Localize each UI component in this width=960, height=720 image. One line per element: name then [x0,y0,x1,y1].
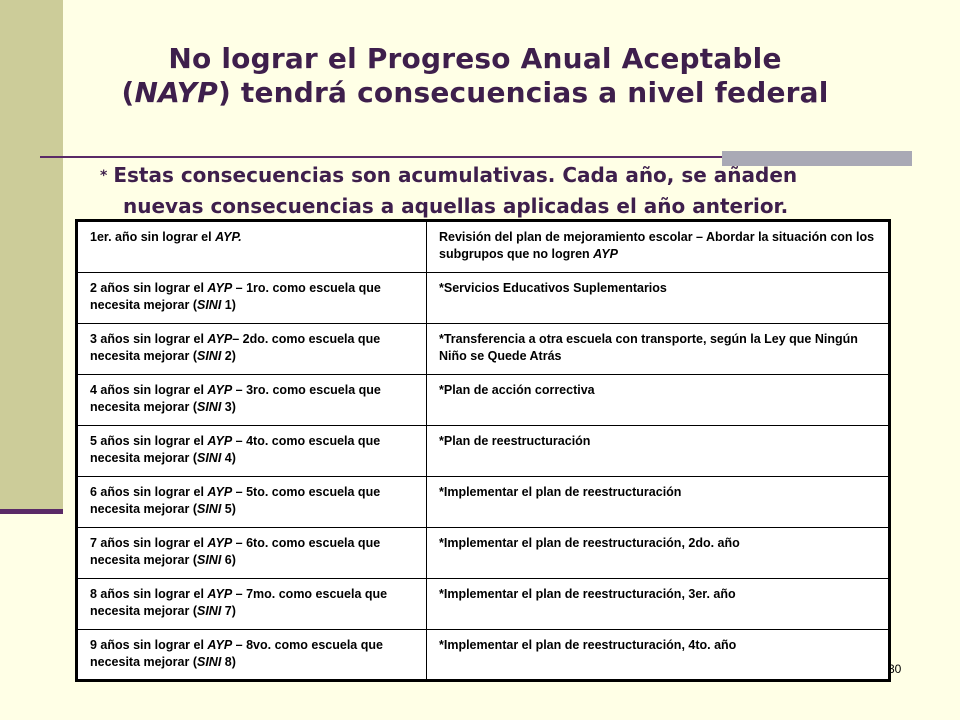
cell-text: – 8vo. como escuela que necesita mejorar ( [90,638,383,669]
cell-text: Revisión del plan de mejoramiento escolar – Abordar la situación con los subgrupos que no logren [439,230,875,261]
consequence-cell [427,324,890,375]
italic-term: AYP [207,434,233,448]
cell-text: 3) [221,400,236,414]
table-row [77,630,890,681]
cell-text: – 3ro. como escuela que necesita mejorar ( [90,383,381,414]
italic-term: AYP [207,638,233,652]
years-without-ayp-cell [77,630,427,681]
table-row [77,477,890,528]
consequence-cell [427,477,890,528]
italic-term: SINI [197,349,222,363]
table-row [77,426,890,477]
consequences-table-body [77,221,890,681]
cell-text: *Servicios Educativos Suplementarios [439,281,667,295]
cell-text: 2 años sin lograr el [90,281,208,295]
italic-term: AYP [207,332,233,346]
cell-text: – 2do. como escuela que necesita mejorar ( [90,332,381,363]
title-acronym: NAYP [134,76,218,109]
italic-term: SINI [197,451,222,465]
consequence-cell [427,579,890,630]
cell-text: 6) [221,553,236,567]
cell-text: 5) [221,502,236,516]
cell-text: 3 años sin lograr el [90,332,208,346]
note-line1: Estas consecuencias son acumulativas. Cada año, se añaden [113,163,798,187]
table-row [77,579,890,630]
italic-term: SINI [197,655,222,669]
cell-text: *Transferencia a otra escuela con transporte, según la Ley que Ningún Niño se Quede Atrás [439,332,858,363]
years-without-ayp-cell [77,324,427,375]
slide-title [70,42,880,110]
years-without-ayp-cell [77,221,427,273]
cell-text: *Implementar el plan de reestructuración, 4to. año [439,638,737,652]
consequence-cell [427,426,890,477]
cell-text: 7 años sin lograr el [90,536,208,550]
italic-term: SINI [197,400,222,414]
cell-text: *Implementar el plan de reestructuración, 3er. año [439,587,736,601]
italic-term: AYP [207,587,233,601]
cell-text: – 7mo. como escuela que necesita mejorar ( [90,587,388,618]
italic-term: AYP [593,247,618,261]
cell-text: 8) [221,655,236,669]
italic-term: SINI [197,553,222,567]
years-without-ayp-cell [77,477,427,528]
cell-text: – 1ro. como escuela que necesita mejorar ( [90,281,381,312]
consequence-cell [427,375,890,426]
table-row [77,273,890,324]
table-row [77,324,890,375]
page-number: 30 [888,662,902,676]
cell-text: *Plan de reestructuración [439,434,591,448]
consequence-cell [427,630,890,681]
cell-text: *Implementar el plan de reestructuración, 2do. año [439,536,740,550]
cell-text: 4) [221,451,236,465]
italic-term: SINI [197,604,222,618]
cell-text: 7) [221,604,236,618]
cell-text: – 5to. como escuela que necesita mejorar ( [90,485,381,516]
table-row [77,528,890,579]
cell-text: 9 años sin lograr el [90,638,208,652]
note-bullet: * [100,168,108,184]
years-without-ayp-cell [77,375,427,426]
cell-text: 4 años sin lograr el [90,383,208,397]
years-without-ayp-cell [77,426,427,477]
consequences-table [75,219,891,682]
cell-text: 1er. año sin lograr el [90,230,216,244]
cell-text: – 4to. como escuela que necesita mejorar ( [90,434,381,465]
years-without-ayp-cell [77,273,427,324]
side-decoration-underline [0,509,63,514]
cell-text: 1) [221,298,236,312]
table-row [77,221,890,273]
title-line2-rest: ) tendrá consecuencias a nivel federal [217,76,829,109]
consequence-cell [427,273,890,324]
cell-text: 2) [221,349,236,363]
italic-term: AYP [207,485,233,499]
cell-text: 5 años sin lograr el [90,434,208,448]
slide-title-line2 [70,76,880,110]
italic-term: AYP [207,536,233,550]
italic-term: AYP [207,383,233,397]
note-line2: nuevas consecuencias a aquellas aplicadas el año anterior. [123,194,789,218]
consequence-cell [427,528,890,579]
italic-term: SINI [197,502,222,516]
consequence-cell [427,221,890,273]
years-without-ayp-cell [77,579,427,630]
slide-title-line1: No lograr el Progreso Anual Aceptable [168,42,782,75]
cumulative-note [100,160,860,221]
italic-term: AYP [207,281,233,295]
cell-text: 6 años sin lograr el [90,485,208,499]
cell-text: *Plan de acción correctiva [439,383,595,397]
cell-text: *Implementar el plan de reestructuración [439,485,682,499]
cell-text: 8 años sin lograr el [90,587,208,601]
italic-term: AYP. [215,230,242,244]
cell-text: – 6to. como escuela que necesita mejorar ( [90,536,381,567]
title-paren-open: ( [121,76,135,109]
side-decoration-bar [0,0,63,511]
italic-term: SINI [197,298,222,312]
years-without-ayp-cell [77,528,427,579]
table-row [77,375,890,426]
